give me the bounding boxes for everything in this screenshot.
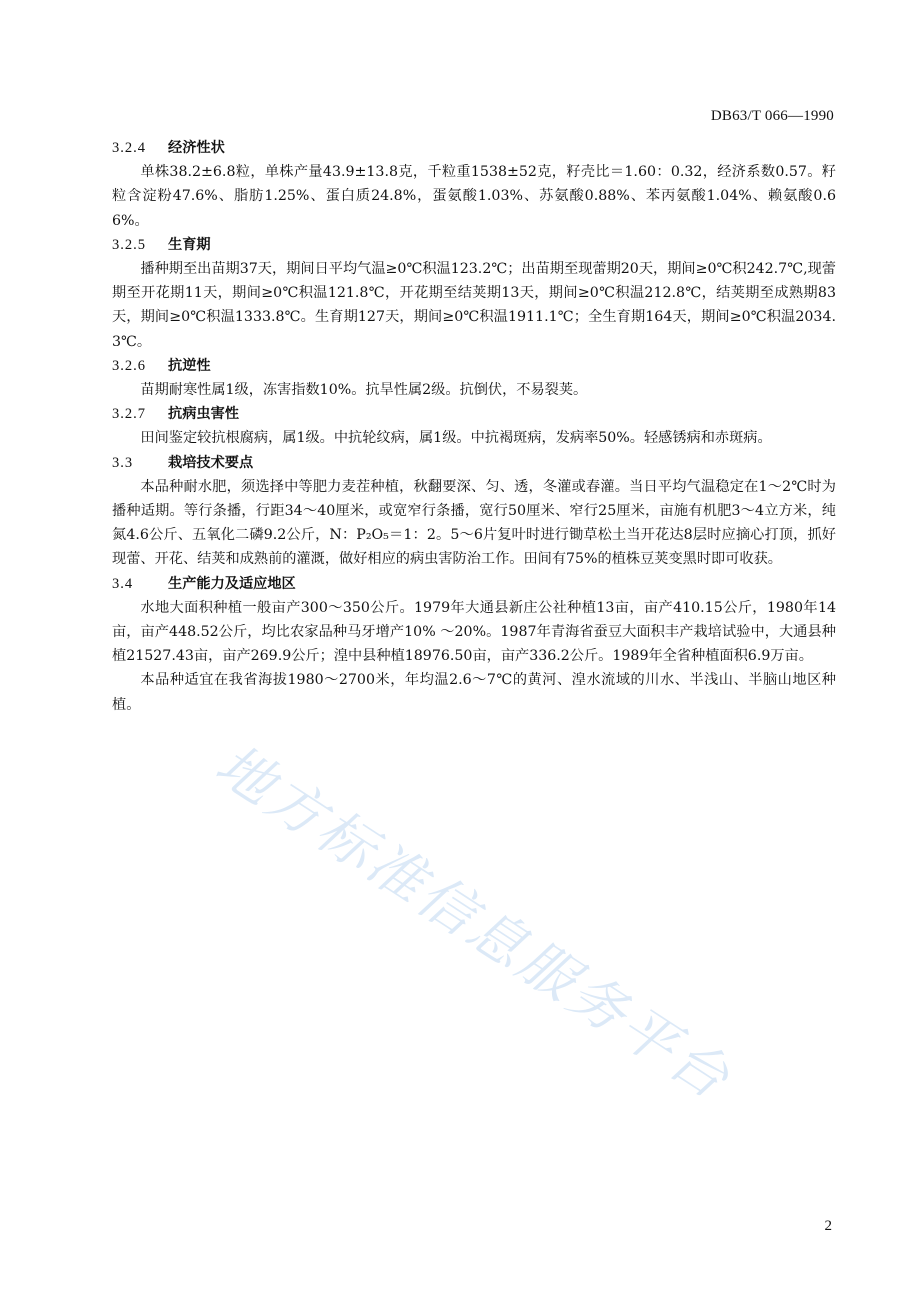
section-title: 抗逆性 bbox=[168, 357, 211, 374]
section-heading bbox=[112, 354, 836, 378]
section-3-2-5 bbox=[112, 233, 836, 354]
section-paragraph: 苗期耐寒性属1级，冻害指数10%。抗旱性属2级。抗倒伏，不易裂荚。 bbox=[140, 381, 588, 398]
section-heading bbox=[112, 136, 836, 160]
section-paragraph: 水地大面积种植一般亩产300～350公斤。1979年大通县新庄公社种植13亩，亩产410.15公斤，1980年14亩，亩产448.52公斤，均比农家品种马牙增产10% ～20%。1987年青海省蚕豆大面积丰产栽培试验中，大通县种植21527.43亩，亩产269.9公斤；湟中县种植18976.50亩，亩产336.2公斤。1989年全省种植面积6.9万亩。 bbox=[112, 599, 836, 665]
section-paragraph: 本品种适宜在我省海拔1980～2700米，年均温2.6～7℃的黄河、湟水流域的川水、半浅山、半脑山地区种植。 bbox=[112, 672, 836, 713]
section-number: 3.4 bbox=[112, 575, 134, 592]
section-3-3 bbox=[112, 451, 836, 572]
document-code: DB63/T 066—1990 bbox=[710, 108, 834, 124]
section-heading bbox=[112, 572, 836, 596]
page-number: 2 bbox=[824, 1218, 832, 1234]
section-number: 3.2.5 bbox=[112, 236, 146, 253]
section-paragraph: 播种期至出苗期37天，期间日平均气温≥0℃积温123.2℃；出苗期至现蕾期20天，期间≥0℃积242.7℃,现蕾期至开花期11天，期间≥0℃积温121.8℃，开花期至结荚期13天，期间≥0℃积温212.8℃，结荚期至成熟期83天，期间≥0℃积温1333.8℃。生育期127天，期间≥0℃积温1911.1℃；全生育期164天，期间≥0℃积温2034.3℃。 bbox=[112, 260, 836, 350]
section-paragraph: 单株38.2±6.8粒，单株产量43.9±13.8克，千粒重1538±52克，籽壳比＝1.60：0.32，经济系数0.57。籽粒含淀粉47.6%、脂肪1.25%、蛋白质24.8%，蛋氨酸1.03%、苏氨酸0.88%、苯丙氨酸1.04%、赖氨酸0.66%。 bbox=[112, 164, 836, 229]
section-heading bbox=[112, 451, 836, 475]
section-title: 栽培技术要点 bbox=[168, 454, 254, 471]
section-heading bbox=[112, 402, 836, 426]
section-title: 抗病虫害性 bbox=[168, 406, 239, 423]
section-title: 经济性状 bbox=[168, 140, 225, 156]
section-number: 3.3 bbox=[112, 454, 134, 471]
section-number: 3.2.4 bbox=[112, 140, 146, 156]
section-heading bbox=[112, 233, 836, 257]
section-title: 生产能力及适应地区 bbox=[168, 575, 296, 592]
section-number: 3.2.7 bbox=[112, 406, 146, 423]
section-3-2-6 bbox=[112, 354, 836, 402]
document-body bbox=[112, 136, 836, 717]
watermark-text: 地方标准信息服务平台 bbox=[204, 732, 743, 1114]
section-title: 生育期 bbox=[168, 236, 211, 253]
section-3-4 bbox=[112, 572, 836, 717]
section-paragraph: 本品种耐水肥，须选择中等肥力麦茬种植，秋翻要深、匀、透，冬灌或春灌。当日平均气温稳定在1～2℃时为播种适期。等行条播，行距34～40厘米，或宽窄行条播，宽行50厘米、窄行25厘米，亩施有机肥3～4立方米，纯氮4.6公斤、五氧化二磷9.2公斤，N：P₂O₅＝1：2。5～6片复叶时进行锄草松土当开花达8层时应摘心打顶，抓好现蕾、开花、结荚和成熟前的灌溉，做好相应的病虫害防治工作。田间有75%的植株豆荚变黑时即可收获。 bbox=[112, 478, 836, 568]
section-number: 3.2.6 bbox=[112, 357, 146, 374]
section-3-2-4 bbox=[112, 136, 836, 233]
section-3-2-7 bbox=[112, 402, 836, 450]
section-paragraph: 田间鉴定较抗根腐病，属1级。中抗轮纹病，属1级。中抗褐斑病，发病率50%。轻感锈病和赤斑病。 bbox=[140, 430, 772, 447]
